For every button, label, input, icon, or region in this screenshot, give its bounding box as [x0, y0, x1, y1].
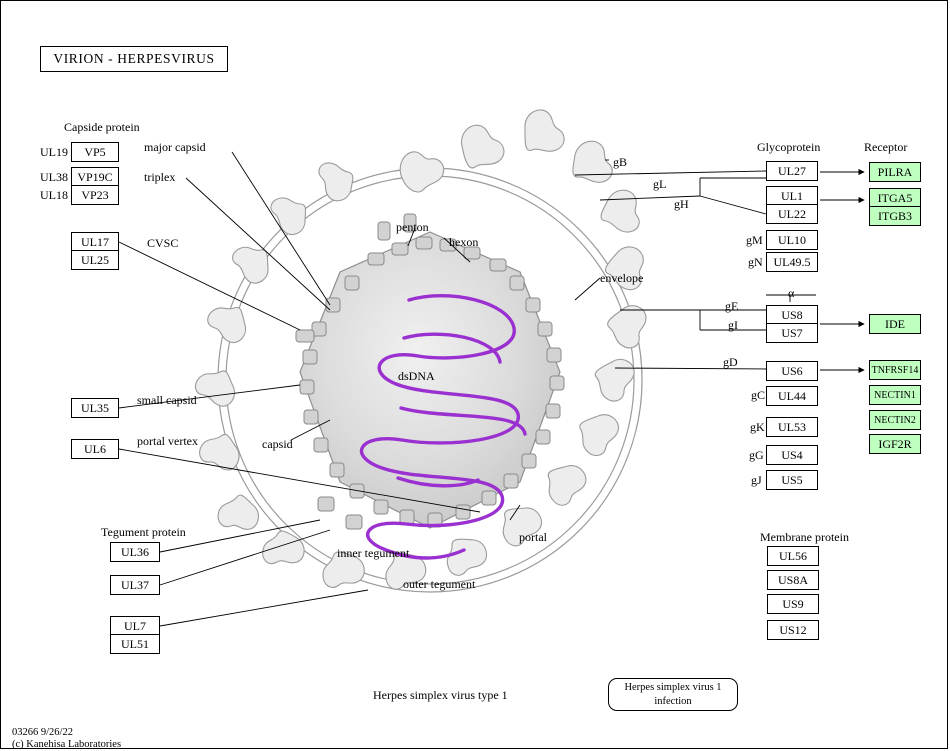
label-envelope: envelope [600, 271, 644, 285]
section-alpha: α [788, 286, 795, 300]
node-ul56[interactable]: UL56 [767, 546, 819, 566]
footer-copyright: (c) Kanehisa Laboratories [12, 739, 122, 750]
glyco-label-gh: gH [674, 197, 689, 211]
node-ul17[interactable]: UL17 [71, 232, 119, 252]
node-ul7[interactable]: UL7 [110, 616, 160, 636]
glyco-label-gj: gJ [751, 473, 762, 487]
label-outer-tegument: outer tegument [403, 577, 476, 591]
annotation-triplex: triplex [144, 170, 176, 184]
label-dsdna: dsDNA [398, 369, 435, 383]
node-vp23[interactable]: VP23 [71, 185, 119, 205]
node-ul22[interactable]: UL22 [766, 204, 818, 224]
figure-caption: Herpes simplex virus type 1 [373, 688, 508, 702]
section-receptor: Receptor [864, 140, 908, 154]
node-us9[interactable]: US9 [767, 594, 819, 614]
node-nectin1[interactable]: NECTIN1 [869, 385, 921, 405]
page-title: VIRION - HERPESVIRUS [40, 46, 228, 72]
node-ul36[interactable]: UL36 [110, 542, 160, 562]
section-glycoprotein: Glycoprotein [757, 140, 821, 154]
pathway-line-2: infection [654, 695, 692, 707]
section-membrane-protein: Membrane protein [760, 530, 849, 544]
label-inner-tegument: inner tegument [337, 546, 410, 560]
node-ul35[interactable]: UL35 [71, 398, 119, 418]
gene-label-ul38: UL38 [40, 170, 68, 184]
node-ul495[interactable]: UL49.5 [766, 252, 818, 272]
glyco-label-gc: gC [751, 388, 766, 402]
node-us4[interactable]: US4 [766, 445, 818, 465]
node-vp5[interactable]: VP5 [71, 142, 119, 162]
gene-label-ul19: UL19 [40, 145, 68, 159]
node-tnfrsf14[interactable]: TNFRSF14 [869, 360, 921, 380]
node-ide[interactable]: IDE [869, 314, 921, 334]
node-itgb3[interactable]: ITGB3 [869, 206, 921, 226]
annotation-cvsc: CVSC [147, 236, 179, 250]
pathway-line-1: Herpes simplex virus 1 [624, 682, 722, 694]
glyco-label-gm: gM [746, 233, 763, 247]
node-vp19c[interactable]: VP19C [71, 167, 119, 187]
node-us6[interactable]: US6 [766, 361, 818, 381]
node-ul27[interactable]: UL27 [766, 161, 818, 181]
node-ul1[interactable]: UL1 [766, 186, 818, 206]
glyco-label-gl: gL [653, 177, 667, 191]
glyco-label-gk: gK [750, 420, 765, 434]
node-ul6[interactable]: UL6 [71, 439, 119, 459]
annotation-portal-vertex: portal vertex [137, 434, 198, 448]
section-capside-protein: Capside protein [64, 120, 140, 134]
glyco-label-gd: gD [723, 355, 738, 369]
node-igf2r[interactable]: IGF2R [869, 434, 921, 454]
node-ul37[interactable]: UL37 [110, 575, 160, 595]
glyco-label-gg: gG [749, 448, 764, 462]
node-pilra[interactable]: PILRA [869, 162, 921, 182]
node-ul44[interactable]: UL44 [766, 386, 818, 406]
glyco-label-gn: gN [748, 255, 763, 269]
node-us12[interactable]: US12 [767, 620, 819, 640]
node-ul25[interactable]: UL25 [71, 250, 119, 270]
pathway-link-box[interactable] [608, 678, 738, 711]
label-capsid: capsid [262, 437, 293, 451]
glyco-label-gb: gB [613, 155, 628, 169]
label-portal: portal [519, 530, 547, 544]
node-ul51[interactable]: UL51 [110, 634, 160, 654]
glyco-label-gi: gI [728, 318, 738, 332]
section-tegument-protein: Tegument protein [101, 525, 186, 539]
node-us8a[interactable]: US8A [767, 570, 819, 590]
label-hexon: hexon [449, 235, 479, 249]
gene-label-ul18: UL18 [40, 188, 68, 202]
node-itga5[interactable]: ITGA5 [869, 188, 921, 208]
label-penton: penton [396, 220, 429, 234]
node-us8[interactable]: US8 [766, 305, 818, 325]
node-nectin2[interactable]: NECTIN2 [869, 410, 921, 430]
node-us7[interactable]: US7 [766, 323, 818, 343]
annotation-small-capsid: small capsid [137, 393, 197, 407]
node-us5[interactable]: US5 [766, 470, 818, 490]
node-ul53[interactable]: UL53 [766, 417, 818, 437]
glyco-label-ge: gE [725, 299, 739, 313]
footer-id-date: 03266 9/26/22 [12, 727, 73, 738]
node-ul10[interactable]: UL10 [766, 230, 818, 250]
annotation-major-capsid: major capsid [144, 140, 206, 154]
